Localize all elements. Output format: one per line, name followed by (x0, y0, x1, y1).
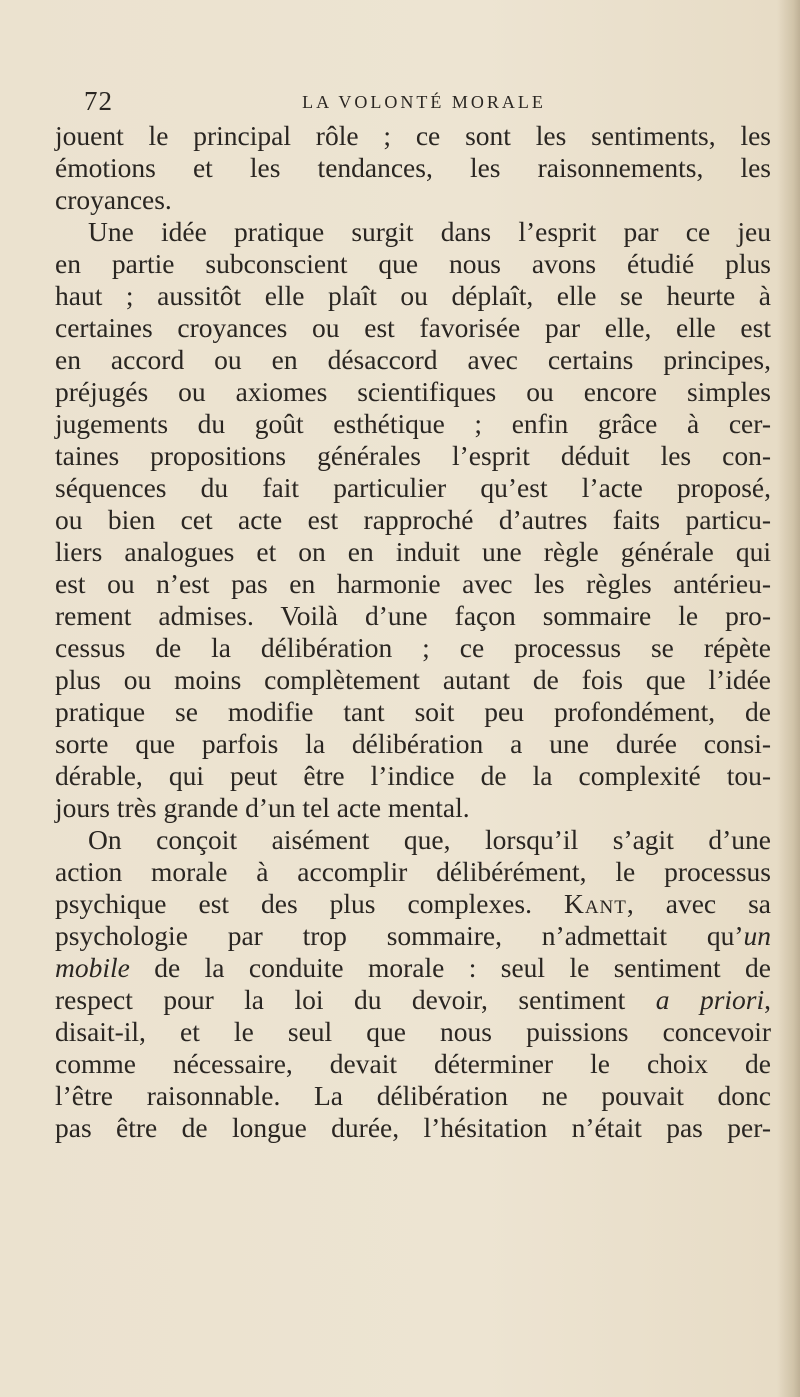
text-line: certaines croyances ou est favorisée par elle, elle est (55, 312, 771, 343)
text-line (55, 888, 771, 920)
text-segment: , (764, 984, 772, 1015)
text-line: en partie subconscient que nous avons étudié plus (55, 248, 771, 279)
text-line: dérable, qui peut être l’indice de la complexité tou- (55, 760, 771, 791)
italic-term: un (743, 920, 771, 951)
text-line: haut ; aussitôt elle plaît ou déplaît, elle se heurte à (55, 280, 771, 311)
text-line (55, 920, 771, 952)
page-edge-shadow (778, 0, 800, 1397)
text-line: émotions et les tendances, les raisonnements, les (55, 152, 771, 183)
text-line: liers analogues et on en induit une règle générale qui (55, 536, 771, 567)
text-line: jouent le principal rôle ; ce sont les sentiments, les (55, 120, 771, 151)
text-line: plus ou moins complètement autant de fois que l’idée (55, 664, 771, 695)
text-line: taines propositions générales l’esprit déduit les con- (55, 440, 771, 471)
text-line: pas être de longue durée, l’hésitation n’était pas per- (55, 1112, 771, 1143)
text-line: ou bien cet acte est rapproché d’autres faits particu- (55, 504, 771, 535)
italic-term: a priori (655, 984, 765, 1015)
text-line: jours très grande d’un tel acte mental. (55, 792, 470, 823)
running-title: LA VOLONTÉ MORALE (302, 92, 546, 112)
text-line (55, 952, 771, 984)
text-line: pratique se modifie tant soit peu profondément, de (55, 696, 771, 727)
text-line: jugements du goût esthétique ; enfin grâce à cer- (55, 408, 771, 439)
text-line: On conçoit aisément que, lorsqu’il s’agit d’une (88, 824, 771, 855)
text-line: croyances. (55, 184, 172, 215)
text-line: est ou n’est pas en harmonie avec les règles antérieu- (55, 568, 771, 599)
text-line: comme nécessaire, devait déterminer le choix de (55, 1048, 771, 1079)
text-line: séquences du fait particulier qu’est l’acte proposé, (55, 472, 771, 503)
text-line: l’être raisonnable. La délibération ne pouvait donc (55, 1080, 771, 1111)
text-line (55, 984, 771, 1016)
text-segment: , avec sa (626, 888, 771, 919)
text-line: Une idée pratique surgit dans l’esprit par ce jeu (88, 216, 771, 247)
text-line: préjugés ou axiomes scientifiques ou encore simples (55, 376, 771, 407)
text-line: action morale à accomplir délibérément, le processus (55, 856, 771, 887)
text-line: disait-il, et le seul que nous puissions concevoir (55, 1016, 771, 1047)
text-segment: de la conduite morale : seul le sentiment de (129, 952, 771, 983)
page-number: 72 (84, 86, 113, 116)
page-header (84, 86, 744, 116)
author-name-kant: Kant (563, 888, 627, 919)
body-text (55, 120, 771, 1144)
text-segment: psychologie par trop sommaire, n’admettait qu’ (55, 920, 744, 951)
text-line: cessus de la délibération ; ce processus se répète (55, 632, 771, 663)
text-segment: respect pour la loi du devoir, sentiment (55, 984, 656, 1015)
text-line: sorte que parfois la délibération a une durée consi- (55, 728, 771, 759)
italic-term: mobile (55, 952, 130, 983)
text-line: en accord ou en désaccord avec certains principes, (55, 344, 771, 375)
text-segment: psychique est des plus complexes. (55, 888, 532, 919)
text-line: rement admises. Voilà d’une façon sommaire le pro- (55, 600, 771, 631)
